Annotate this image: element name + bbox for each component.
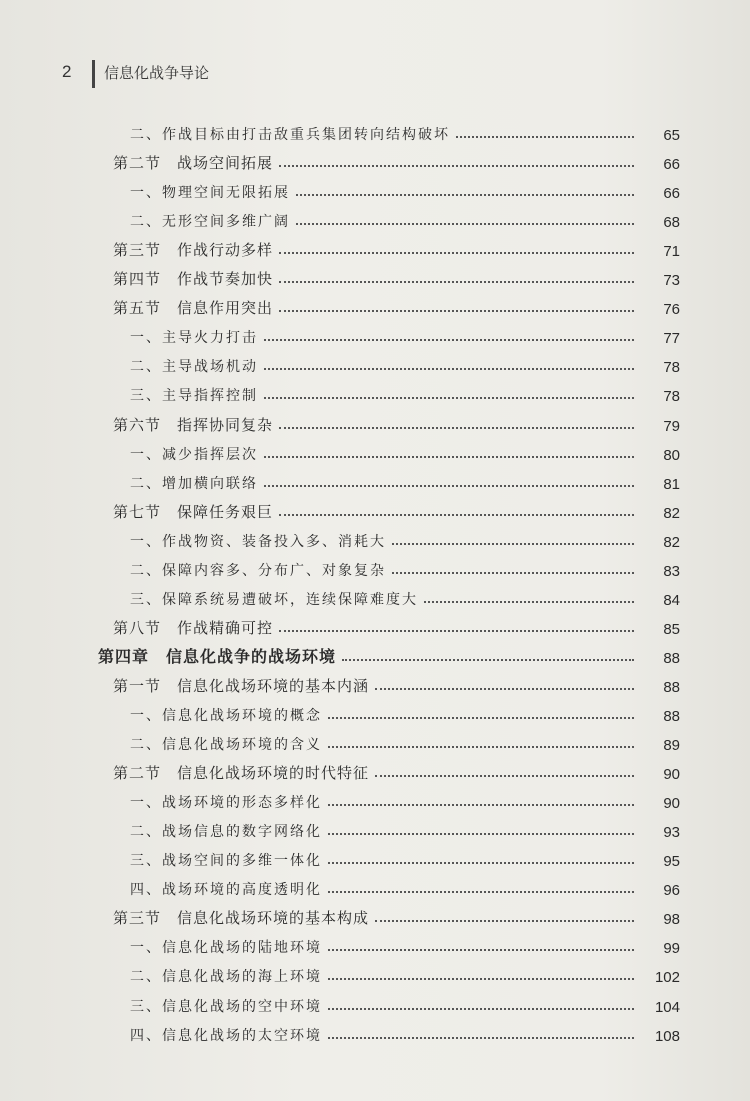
toc-entry-title: 第二节 战场空间拓展 [113,154,274,173]
toc-entry [0,988,680,1016]
toc-entry [0,842,680,870]
dot-leader [296,222,634,225]
toc-entry [0,639,680,667]
dot-leader [279,164,634,167]
toc-entry [0,697,680,725]
toc-page-number: 99 [663,940,680,958]
toc-entry-title: 四、战场环境的高度透明化 [130,882,322,899]
toc-entry [0,436,680,464]
toc-entry-title: 二、增加横向联络 [130,475,258,492]
toc-entry-title: 一、战场环境的形态多样化 [130,795,322,812]
toc-page-number: 89 [663,737,680,755]
toc-entry [0,290,680,318]
page-number: 2 [62,62,72,81]
toc-page-number: 82 [663,504,680,522]
toc-entry [0,726,680,754]
toc-entry [0,377,680,405]
toc-entry-title: 第七节 保障任务艰巨 [113,502,274,521]
toc-entry [0,552,680,580]
dot-leader [264,396,634,399]
dot-leader [279,629,634,632]
toc-page-number: 68 [663,214,680,232]
toc-page-number: 104 [654,998,680,1016]
dot-leader [328,890,634,893]
toc-entry [0,348,680,376]
dot-leader [392,571,634,574]
dot-leader [264,484,634,487]
toc-page-number: 78 [663,388,680,406]
toc-page-number: 73 [663,272,680,290]
toc-page-number: 66 [663,185,680,203]
toc-entry [0,261,680,289]
book-title: 信息化战争导论 [104,64,210,82]
toc-entry [0,871,680,899]
dot-leader [342,658,634,661]
dot-leader [264,455,634,458]
dot-leader [296,193,634,196]
dot-leader [375,919,634,922]
toc-entry [0,232,680,260]
toc-entry [0,465,680,493]
toc-page-number: 102 [654,969,680,987]
toc-entry [0,494,680,522]
running-header [62,60,702,90]
toc-page-number: 93 [663,824,680,842]
toc-entry [0,958,680,986]
dot-leader [328,716,634,719]
header-divider [92,60,95,88]
toc-page-number: 108 [654,1027,680,1045]
toc-page-number: 98 [663,911,680,929]
dot-leader [279,309,634,312]
toc-page-number: 79 [663,417,680,435]
toc-entry [0,203,680,231]
toc-entry-title: 一、信息化战场环境的概念 [130,708,322,724]
toc-page-number: 88 [663,708,680,725]
toc-page-number: 90 [663,766,680,784]
toc-entry-title: 第三节 作战行动多样 [113,241,274,260]
toc-page-number: 80 [663,446,680,464]
toc-entry-title: 二、信息化战场环境的含义 [130,737,322,754]
toc-entry [0,1017,680,1045]
toc-entry [0,319,680,347]
toc-page-number: 96 [663,882,680,900]
dot-leader [328,977,634,980]
toc-entry [0,610,680,638]
dot-leader [328,1007,634,1010]
toc-entry [0,581,680,609]
toc-entry-title: 三、信息化战场的空中环境 [130,998,322,1015]
dot-leader [264,367,634,370]
toc-page-number: 88 [663,678,680,696]
toc-entry-title: 三、战场空间的多维一体化 [130,853,322,870]
toc-entry [0,523,680,551]
toc-entry-title: 二、信息化战场的海上环境 [130,969,322,986]
toc-entry-title: 二、战场信息的数字网络化 [130,824,322,841]
dot-leader [279,251,634,254]
toc-page-number: 76 [663,301,680,319]
dot-leader [375,774,634,777]
toc-entry [0,784,680,812]
toc-entry-title: 第三节 信息化战场环境的基本构成 [113,909,370,928]
toc-entry-title: 一、减少指挥层次 [130,446,258,463]
toc-entry-title: 二、保障内容多、分布广、对象复杂 [130,562,386,579]
toc-entry-title: 三、主导指挥控制 [130,388,258,405]
dot-leader [264,338,634,341]
toc-entry [0,900,680,928]
dot-leader [328,948,634,951]
dot-leader [279,426,634,429]
toc-entry-title: 二、作战目标由打击敌重兵集团转向结构破坏 [130,127,450,143]
dot-leader [279,513,634,516]
toc-entry-title: 第一节 信息化战场环境的基本内涵 [113,676,370,695]
toc-entry-title: 第二节 信息化战场环境的时代特征 [113,764,370,783]
toc-entry [0,145,680,173]
toc-page-number: 95 [663,853,680,871]
toc-page-number: 83 [663,562,680,580]
toc-entry-title: 第五节 信息作用突出 [113,299,274,318]
toc-page-number: 90 [663,795,680,813]
toc-page-number: 85 [663,620,680,638]
toc-entry-title: 二、无形空间多维广阔 [130,214,290,231]
toc-entry-title: 一、物理空间无限拓展 [130,185,290,202]
dot-leader [279,280,634,283]
toc-entry-title: 一、主导火力打击 [130,330,258,347]
toc-page-number: 71 [663,243,680,261]
toc-page-number: 78 [663,359,680,377]
toc-page-number: 82 [663,533,680,551]
toc-entry-title: 一、作战物资、装备投入多、消耗大 [130,533,386,550]
toc-entry-title: 三、保障系统易遭破坏，连续保障难度大 [130,591,418,608]
toc-entry-title: 第六节 指挥协同复杂 [113,415,274,434]
toc-page-number: 81 [663,475,680,493]
dot-leader [375,687,634,690]
dot-leader [328,745,634,748]
toc-entry-title: 一、信息化战场的陆地环境 [130,940,322,957]
dot-leader [392,542,634,545]
toc-entry [0,407,680,435]
toc-entry-title: 第四节 作战节奏加快 [113,270,274,289]
toc-page-number: 66 [663,156,680,174]
toc-page-number: 77 [663,330,680,348]
toc-page-number: 65 [663,127,680,144]
toc-entry [0,755,680,783]
toc-page-number: 88 [663,649,680,667]
dot-leader [328,832,634,835]
toc-entry [0,813,680,841]
dot-leader [456,135,634,138]
dot-leader [328,861,634,864]
toc-entry-title: 第八节 作战精确可控 [113,618,274,637]
toc-entry [0,116,680,144]
toc-entry-title: 四、信息化战场的太空环境 [130,1027,322,1044]
toc-entry [0,668,680,696]
toc-entry [0,929,680,957]
toc-entry-title: 第四章 信息化战争的战场环境 [98,646,337,666]
dot-leader [328,803,634,806]
toc-page-number: 84 [663,591,680,609]
toc-entry [0,174,680,202]
dot-leader [424,600,634,603]
toc-entry-title: 二、主导战场机动 [130,359,258,376]
dot-leader [328,1036,634,1039]
